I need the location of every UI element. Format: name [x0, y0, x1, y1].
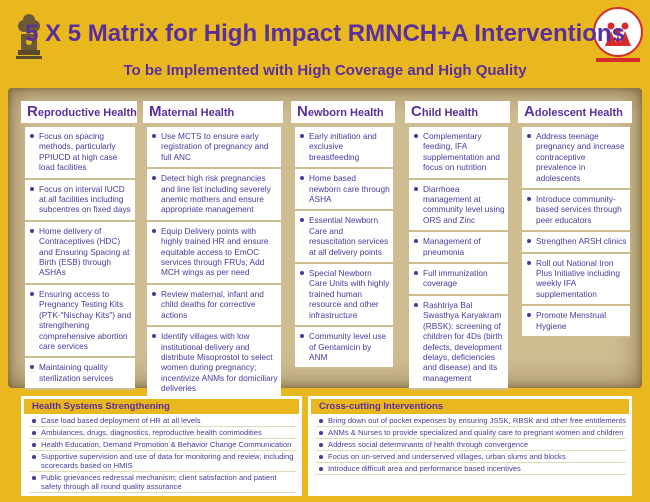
list-item: Address social determinants of health through convergence: [316, 439, 626, 451]
heading-rest: ewborn Health: [307, 107, 384, 119]
list-item: Ensuring access to Pregnancy Testing Kits (PTK-"Nischay Kits") and strengthening comprehensive abortion care services: [25, 285, 135, 358]
list-item: Introduce difficult area and performance based incentives: [316, 463, 626, 475]
list-item: Address teenage pregnancy and increase contraceptive prevalence in adolescents: [522, 127, 630, 190]
column-heading: [518, 101, 632, 123]
column-heading: [21, 101, 137, 123]
list-item: Roll out National Iron Plus Initiative including weekly IFA supplementation: [522, 254, 630, 307]
list-item: Essential Newborn Care and resuscitation services at all delivery points: [295, 211, 393, 264]
cross-cutting-box: [308, 396, 632, 496]
list-item: Supportive supervision and use of data for monitoring and review, including scorecards based on HMIS: [29, 451, 296, 472]
list-item: Rashtriya Bal Swasthya Karyakram (RBSK): screening of children for 4Ds (birth defects, development delays, deficiencies and disease) and its management: [409, 296, 508, 390]
list-item: Home based newborn care through ASHA: [295, 169, 393, 211]
list-item: ANMs & Nurses to provide specialized and quality care to pregnant women and children: [316, 427, 626, 439]
column-body: [518, 127, 632, 338]
list-item: Management of pneumonia: [409, 232, 508, 264]
column-newborn-health: [291, 101, 395, 386]
section-heading: Health Systems Strengthening: [24, 399, 299, 414]
list-item: Special Newborn Care Units with highly trained human resource and other infrastructure: [295, 264, 393, 327]
list-item: Diarrhoea management at community level using ORS and Zinc: [409, 180, 508, 233]
column-body: [291, 127, 395, 369]
heading-initial: M: [149, 103, 162, 120]
heading-initial: C: [411, 103, 422, 120]
heading-rest: eproductive Health: [37, 107, 137, 119]
column-heading: [143, 101, 283, 123]
column-adolescent-health: [518, 101, 632, 386]
column-body: [21, 127, 137, 390]
column-heading: [405, 101, 510, 123]
list-item: Detect high risk pregnancies and line list including severely anemic mothers and ensure appropriate management: [147, 169, 281, 222]
section-heading: Cross-cutting Interventions: [311, 399, 629, 414]
heading-initial: R: [27, 103, 38, 120]
heading-rest: hild Health: [421, 107, 479, 119]
list-item: Health Education, Demand Promotion & Behavior Change Communication: [29, 439, 296, 451]
health-systems-box: [21, 396, 302, 496]
heading-initial: N: [297, 103, 308, 120]
column-body: [143, 127, 283, 401]
bullet-list: [21, 415, 302, 493]
list-item: Use MCTS to ensure early registration of pregnancy and full ANC: [147, 127, 281, 169]
page-subtitle: To be Implemented with High Coverage and High Quality: [123, 62, 527, 79]
list-item: Public grievances redressal mechanism; client satisfaction and patient safety through all round quality assurance: [29, 472, 296, 493]
heading-rest: dolescent Health: [534, 107, 623, 119]
list-item: Complementary feeding, IFA supplementation and focus on nutrition: [409, 127, 508, 180]
list-item: Early initiation and exclusive breastfeeding: [295, 127, 393, 169]
list-item: Strengthen ARSH clinics: [522, 232, 630, 253]
heading-initial: A: [524, 103, 535, 120]
column-heading: [291, 101, 395, 123]
list-item: Review maternal, infant and child deaths for corrective actions: [147, 285, 281, 327]
bullet-list: [308, 415, 632, 475]
list-item: Full immunization coverage: [409, 264, 508, 296]
list-item: Focus on spacing methods, particularly PPIUCD at high case load facilities: [25, 127, 135, 180]
list-item: Introduce community-based services through peer educators: [522, 190, 630, 232]
list-item: Bring down out of pocket expenses by ensuring JSSK, RBSK and other free entitlements: [316, 415, 626, 427]
list-item: Case load based deployment of HR at all levels: [29, 415, 296, 427]
list-item: Community level use of Gentamicin by ANM: [295, 327, 393, 369]
list-item: Ambulances, drugs, diagnostics, reproductive health commodities: [29, 427, 296, 439]
heading-rest: aternal Health: [161, 107, 235, 119]
list-item: Maintaining quality sterilization services: [25, 358, 135, 390]
list-item: Focus on interval IUCD at all facilities including subcentres on fixed days: [25, 180, 135, 222]
column-child-health: [405, 101, 510, 386]
list-item: Equip Delivery points with highly trained HR and ensure equitable access to EmOC services through FRUs; Add MCH wings as per need: [147, 222, 281, 285]
list-item: Identify villages with low institutional delivery and distribute Misoprostol to select women during pregnancy; incentivize ANMs for domiciliary deliveries: [147, 327, 281, 400]
list-item: Focus on un-served and underserved villages, urban slums and blocks: [316, 451, 626, 463]
list-item: Home delivery of Contraceptives (HDC) and Ensuring Spacing at Birth (ESB) through ASHAs: [25, 222, 135, 285]
column-body: [405, 127, 510, 390]
page-title: 5 X 5 Matrix for High Impact RMNCH+A Interventions: [25, 20, 625, 47]
column-reproductive-health: [21, 101, 137, 386]
column-maternal-health: [143, 101, 283, 394]
list-item: Promote Menstrual Hygiene: [522, 306, 630, 338]
